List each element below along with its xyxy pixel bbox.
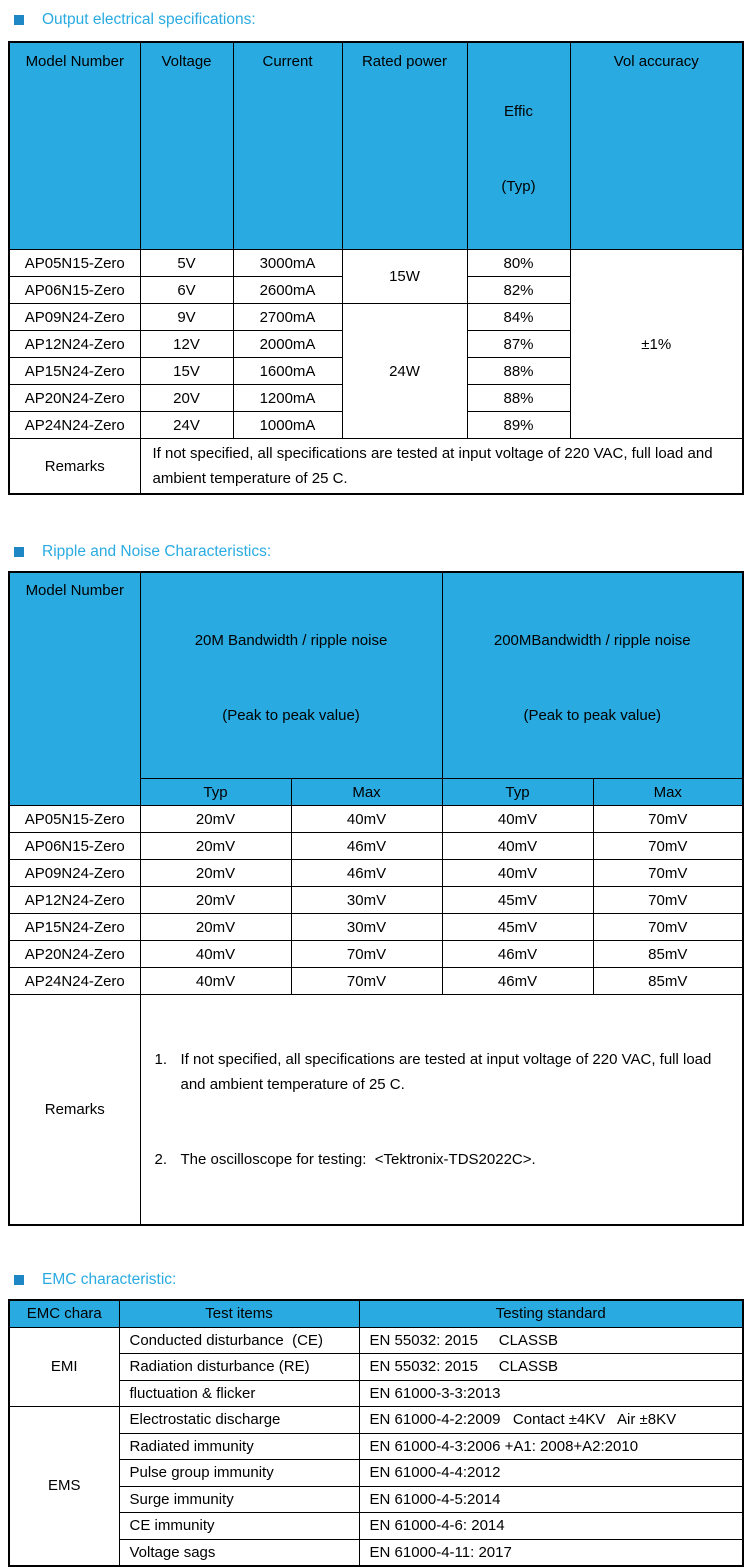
col-header-emc-chara: EMC chara xyxy=(9,1300,119,1327)
cell-testing-standard: EN 61000-4-11: 2017 xyxy=(359,1539,743,1566)
cell-effic: 82% xyxy=(467,277,570,304)
cell-model: AP09N24-Zero xyxy=(9,304,140,331)
table-header-row xyxy=(9,1300,743,1327)
cell-rated-power-15w: 15W xyxy=(342,250,467,304)
remark-number: 2. xyxy=(154,1151,168,1168)
table-row xyxy=(9,806,743,833)
cell-max-200m: 70mV xyxy=(593,833,743,860)
effic-label-line2: (Typ) xyxy=(501,178,536,195)
cell-testing-standard: EN 61000-4-6: 2014 xyxy=(359,1513,743,1540)
cell-voltage: 5V xyxy=(140,250,233,277)
table-header-row xyxy=(9,42,743,250)
cell-current: 3000mA xyxy=(233,250,342,277)
cell-model: AP24N24-Zero xyxy=(9,968,140,995)
table-row xyxy=(9,1407,743,1434)
output-specs-table xyxy=(8,41,744,495)
section-ripple-noise xyxy=(8,542,742,1226)
cell-current: 2600mA xyxy=(233,277,342,304)
cell-current: 2000mA xyxy=(233,331,342,358)
table-header-row xyxy=(9,572,743,779)
cell-model: AP20N24-Zero xyxy=(9,941,140,968)
cell-test-item: fluctuation & flicker xyxy=(119,1380,359,1407)
section-title-text: Ripple and Noise Characteristics: xyxy=(42,543,272,560)
table-row xyxy=(9,1460,743,1487)
cell-model: AP15N24-Zero xyxy=(9,358,140,385)
cell-test-item: Voltage sags xyxy=(119,1539,359,1566)
section-heading-emc xyxy=(14,1270,742,1289)
cell-max-200m: 70mV xyxy=(593,887,743,914)
cell-model: AP12N24-Zero xyxy=(9,331,140,358)
table-row xyxy=(9,1380,743,1407)
remarks-list xyxy=(140,995,743,1226)
cell-model: AP09N24-Zero xyxy=(9,860,140,887)
col-header-max-20m: Max xyxy=(291,779,442,806)
bw200-label-line2: (Peak to peak value) xyxy=(523,707,662,724)
cell-model: AP06N15-Zero xyxy=(9,833,140,860)
cell-current: 1000mA xyxy=(233,412,342,439)
table-row xyxy=(9,1539,743,1566)
cell-max-20m: 30mV xyxy=(291,914,442,941)
col-header-effic xyxy=(467,42,570,250)
cell-typ-200m: 46mV xyxy=(442,968,593,995)
col-header-rated-power: Rated power xyxy=(342,42,467,250)
cell-current: 1600mA xyxy=(233,358,342,385)
table-row xyxy=(9,941,743,968)
cell-rated-power-24w: 24W xyxy=(342,304,467,439)
section-title-text: Output electrical specifications: xyxy=(42,11,256,28)
section-heading-output-specs xyxy=(14,10,742,29)
cell-model: AP15N24-Zero xyxy=(9,914,140,941)
cell-testing-standard: EN 61000-4-2:2009 Contact ±4KV Air ±8KV xyxy=(359,1407,743,1434)
table-row xyxy=(9,833,743,860)
cell-voltage: 9V xyxy=(140,304,233,331)
cell-model: AP06N15-Zero xyxy=(9,277,140,304)
cell-typ-20m: 20mV xyxy=(140,887,291,914)
cell-voltage: 6V xyxy=(140,277,233,304)
cell-max-20m: 30mV xyxy=(291,887,442,914)
remark-text: If not specified, all specifications are tested at input voltage of 220 VAC, full load and ambient temperature of 25 C. xyxy=(180,1051,716,1093)
col-header-model-number: Model Number xyxy=(9,42,140,250)
col-header-current: Current xyxy=(233,42,342,250)
cell-max-20m: 40mV xyxy=(291,806,442,833)
cell-max-200m: 70mV xyxy=(593,914,743,941)
square-bullet-icon xyxy=(14,1275,24,1285)
bw20-label-line1: 20M Bandwidth / ripple noise xyxy=(194,632,388,649)
remarks-label: Remarks xyxy=(9,439,140,495)
col-header-model-number: Model Number xyxy=(9,572,140,806)
cell-model: AP20N24-Zero xyxy=(9,385,140,412)
cell-effic: 87% xyxy=(467,331,570,358)
table-row xyxy=(9,1513,743,1540)
cell-typ-200m: 46mV xyxy=(442,941,593,968)
table-row xyxy=(9,968,743,995)
cell-test-item: CE immunity xyxy=(119,1513,359,1540)
cell-testing-standard: EN 55032: 2015 CLASSB xyxy=(359,1327,743,1354)
cell-current: 1200mA xyxy=(233,385,342,412)
cell-typ-20m: 40mV xyxy=(140,968,291,995)
cell-test-item: Pulse group immunity xyxy=(119,1460,359,1487)
table-row xyxy=(9,1486,743,1513)
cell-testing-standard: EN 55032: 2015 CLASSB xyxy=(359,1354,743,1381)
col-header-200m-bandwidth xyxy=(442,572,743,779)
remark-number: 1. xyxy=(154,1051,168,1068)
cell-model: AP12N24-Zero xyxy=(9,887,140,914)
col-header-typ-200m: Typ xyxy=(442,779,593,806)
cell-effic: 88% xyxy=(467,385,570,412)
cell-model: AP05N15-Zero xyxy=(9,806,140,833)
cell-max-20m: 46mV xyxy=(291,860,442,887)
cell-typ-200m: 45mV xyxy=(442,914,593,941)
cell-typ-20m: 20mV xyxy=(140,833,291,860)
remark-item-2 xyxy=(151,1147,737,1172)
cell-typ-200m: 40mV xyxy=(442,860,593,887)
col-header-20m-bandwidth xyxy=(140,572,442,779)
remarks-text: If not specified, all specifications are tested at input voltage of 220 VAC, full load and ambient temperature of 25 C. xyxy=(140,439,743,495)
cell-model: AP05N15-Zero xyxy=(9,250,140,277)
remark-item-1 xyxy=(151,1047,737,1097)
table-row xyxy=(9,1354,743,1381)
cell-typ-200m: 45mV xyxy=(442,887,593,914)
section-emc-characteristic xyxy=(8,1270,742,1567)
effic-label-line1: Effic xyxy=(504,103,533,120)
cell-test-item: Electrostatic discharge xyxy=(119,1407,359,1434)
cell-max-20m: 70mV xyxy=(291,941,442,968)
remarks-label: Remarks xyxy=(9,995,140,1226)
square-bullet-icon xyxy=(14,15,24,25)
col-header-max-200m: Max xyxy=(593,779,743,806)
col-header-vol-accuracy: Vol accuracy xyxy=(570,42,743,250)
cell-effic: 80% xyxy=(467,250,570,277)
bw200-label-line1: 200MBandwidth / ripple noise xyxy=(493,632,691,649)
cell-testing-standard: EN 61000-4-5:2014 xyxy=(359,1486,743,1513)
cell-testing-standard: EN 61000-3-3:2013 xyxy=(359,1380,743,1407)
cell-typ-20m: 20mV xyxy=(140,806,291,833)
table-row xyxy=(9,1327,743,1354)
cell-test-item: Radiated immunity xyxy=(119,1433,359,1460)
cell-voltage: 24V xyxy=(140,412,233,439)
cell-typ-200m: 40mV xyxy=(442,806,593,833)
bw20-label-line2: (Peak to peak value) xyxy=(222,707,360,724)
cell-test-item: Radiation disturbance (RE) xyxy=(119,1354,359,1381)
cell-test-item: Surge immunity xyxy=(119,1486,359,1513)
cell-voltage: 15V xyxy=(140,358,233,385)
col-header-test-items: Test items xyxy=(119,1300,359,1327)
col-header-testing-standard: Testing standard xyxy=(359,1300,743,1327)
table-row xyxy=(9,1433,743,1460)
table-row xyxy=(9,250,743,277)
cell-typ-20m: 20mV xyxy=(140,860,291,887)
col-header-typ-20m: Typ xyxy=(140,779,291,806)
cell-ems-group: EMS xyxy=(9,1407,119,1566)
cell-effic: 88% xyxy=(467,358,570,385)
cell-model: AP24N24-Zero xyxy=(9,412,140,439)
cell-effic: 89% xyxy=(467,412,570,439)
cell-typ-20m: 20mV xyxy=(140,914,291,941)
cell-emi-group: EMI xyxy=(9,1327,119,1407)
cell-typ-200m: 40mV xyxy=(442,833,593,860)
cell-max-200m: 70mV xyxy=(593,860,743,887)
cell-effic: 84% xyxy=(467,304,570,331)
section-output-electrical-specs xyxy=(8,10,742,495)
cell-voltage: 12V xyxy=(140,331,233,358)
cell-testing-standard: EN 61000-4-3:2006 +A1: 2008+A2:2010 xyxy=(359,1433,743,1460)
square-bullet-icon xyxy=(14,547,24,557)
table-row xyxy=(9,860,743,887)
cell-max-20m: 70mV xyxy=(291,968,442,995)
table-row xyxy=(9,887,743,914)
cell-max-200m: 85mV xyxy=(593,968,743,995)
col-header-voltage: Voltage xyxy=(140,42,233,250)
cell-vol-accuracy: ±1% xyxy=(570,250,743,439)
cell-typ-20m: 40mV xyxy=(140,941,291,968)
cell-testing-standard: EN 61000-4-4:2012 xyxy=(359,1460,743,1487)
table-row xyxy=(9,914,743,941)
ripple-noise-table xyxy=(8,571,744,1226)
section-title-text: EMC characteristic: xyxy=(42,1271,177,1288)
cell-max-200m: 70mV xyxy=(593,806,743,833)
remarks-row xyxy=(9,439,743,495)
emc-table xyxy=(8,1299,744,1567)
cell-max-200m: 85mV xyxy=(593,941,743,968)
cell-test-item: Conducted disturbance (CE) xyxy=(119,1327,359,1354)
remarks-row xyxy=(9,995,743,1226)
cell-current: 2700mA xyxy=(233,304,342,331)
remark-text: The oscilloscope for testing: <Tektronix-TDS2022C>. xyxy=(180,1151,536,1168)
cell-voltage: 20V xyxy=(140,385,233,412)
cell-max-20m: 46mV xyxy=(291,833,442,860)
section-heading-ripple-noise xyxy=(14,542,742,561)
